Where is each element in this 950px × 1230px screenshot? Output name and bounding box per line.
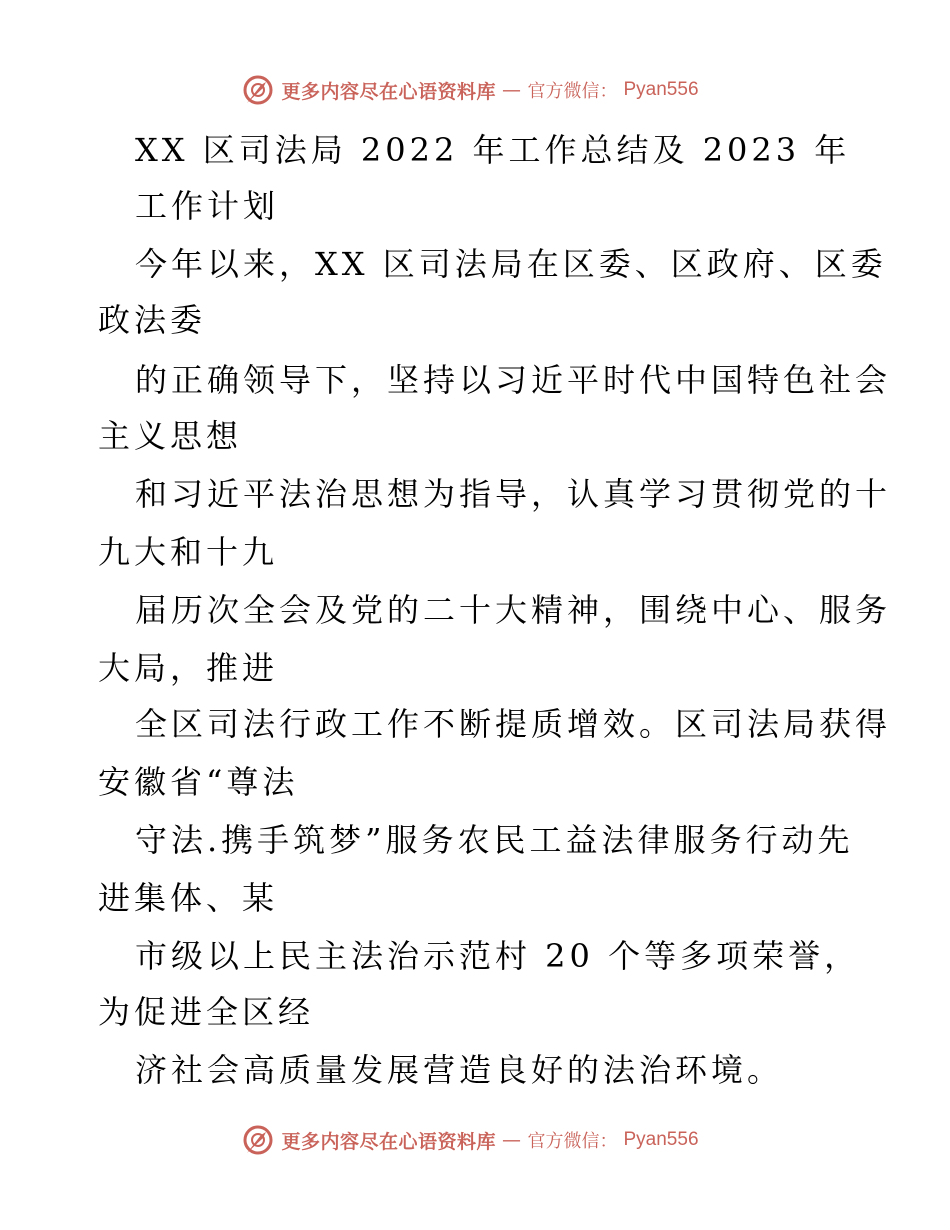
paragraph-line: 为促进全区经 [98,993,315,1031]
banner-label: 官方微信： [527,1131,618,1152]
document-title-line-1: XX 区司法局 2022 年工作总结及 2023 年 [135,131,851,169]
banner-separator: — [502,79,522,101]
paragraph-line: 安徽省“尊法 [98,763,299,801]
footer-banner [0,1120,950,1160]
paragraph-line: 市级以上民主法治示范村 20 个等多项荣誉， [135,937,861,975]
paragraph-line: 大局，推进 [98,649,279,687]
paragraph-line: 和习近平法治思想为指导，认真学习贯彻党的十 [135,475,892,513]
paragraph-line: 全区司法行政工作不断提质增效。区司法局获得 [135,705,892,743]
banner-separator: — [502,1129,522,1151]
paragraph-line: 济社会高质量发展营造良好的法治环境。 [135,1051,784,1089]
banner-wechat-handle: Pyan556 [623,1129,699,1150]
header-banner [0,70,950,110]
paragraph-line: 今年以来，XX 区司法局在区委、区政府、区委 [135,245,887,283]
pen-logo-icon [241,73,275,107]
paragraph-line: 进集体、某 [98,879,279,917]
paragraph-line: 政法委 [98,301,207,339]
banner-title: 更多内容尽在心语资料库 [281,1130,496,1153]
paragraph-line: 主义思想 [98,417,243,455]
paragraph-line: 守法.携手筑梦”服务农民工益法律服务行动先 [135,821,854,859]
paragraph-line: 九大和十九 [98,533,279,571]
banner-wechat-handle: Pyan556 [623,79,699,100]
paragraph-line: 的正确领导下，坚持以习近平时代中国特色社会 [135,361,892,399]
paragraph-line: 届历次全会及党的二十大精神，围绕中心、服务 [135,591,892,629]
document-title-line-2: 工作计划 [135,187,280,225]
banner-title: 更多内容尽在心语资料库 [281,80,496,103]
banner-label: 官方微信： [527,81,618,102]
pen-logo-icon [241,1123,275,1157]
